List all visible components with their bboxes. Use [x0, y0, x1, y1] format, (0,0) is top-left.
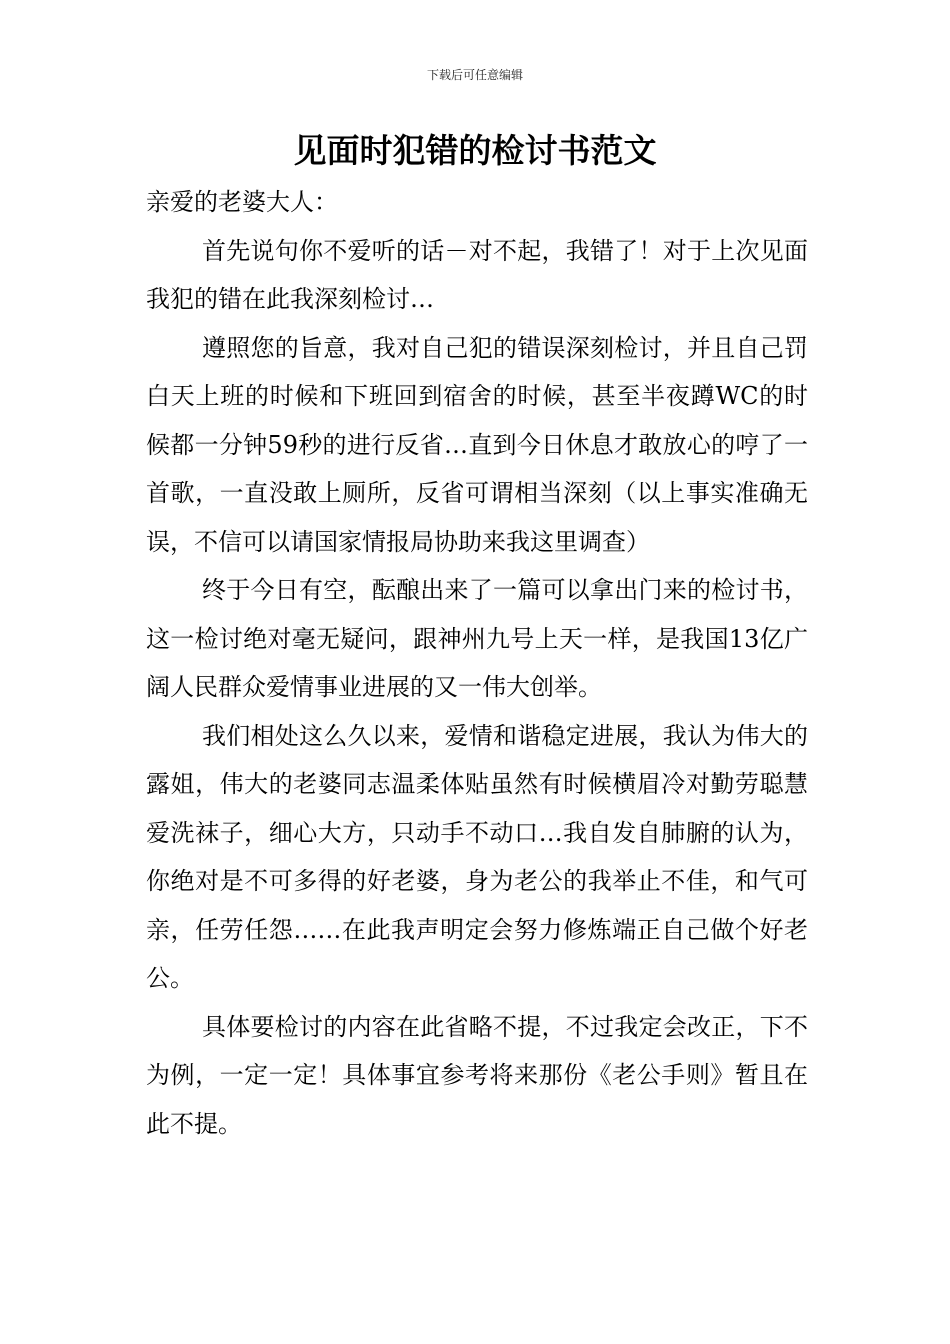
salutation: 亲爱的老婆大人： — [146, 188, 338, 216]
body-paragraph: 具体要检讨的内容在此省略不提，不过我定会改正，下不为例，一定一定！具体事宜参考将来那份《老公手则》暂且在此不提。 — [146, 1012, 808, 1138]
body-paragraph: 首先说句你不爱听的话－对不起，我错了！对于上次见面我犯的错在此我深刻检讨… — [146, 236, 808, 313]
document-body — [146, 178, 808, 1148]
document-title: 见面时犯错的检讨书范文 — [293, 131, 657, 170]
body-paragraph: 终于今日有空，酝酿出来了一篇可以拿出门来的检讨书，这一检讨绝对毫无疑问，跟神州九号上天一样，是我国13亿广阔人民群众爱情事业进展的又一伟大创举。 — [146, 576, 808, 701]
body-paragraph: 遵照您的旨意，我对自己犯的错误深刻检讨，并且自己罚白天上班的时候和下班回到宿舍的时候，甚至半夜蹲WC的时候都一分钟59秒的进行反省…直到今日休息才敢放心的哼了一首歌，一直没敢上厕所，反省可谓相当深刻（以上事实准确无误，不信可以请国家情报局协助来我这里调查） — [146, 333, 808, 556]
header-note: 下载后可任意编辑 — [426, 68, 523, 82]
body-paragraph: 我们相处这么久以来，爱情和谐稳定进展，我认为伟大的露姐，伟大的老婆同志温柔体贴虽然有时候横眉冷对勤劳聪慧爱洗袜子，细心大方，只动手不动口…我自发自肺腑的认为，你绝对是不可多得的好老婆，身为老公的我举止不佳，和气可亲，任劳任怨……在此我声明定会努力修炼端正自己做个好老公。 — [146, 721, 808, 992]
